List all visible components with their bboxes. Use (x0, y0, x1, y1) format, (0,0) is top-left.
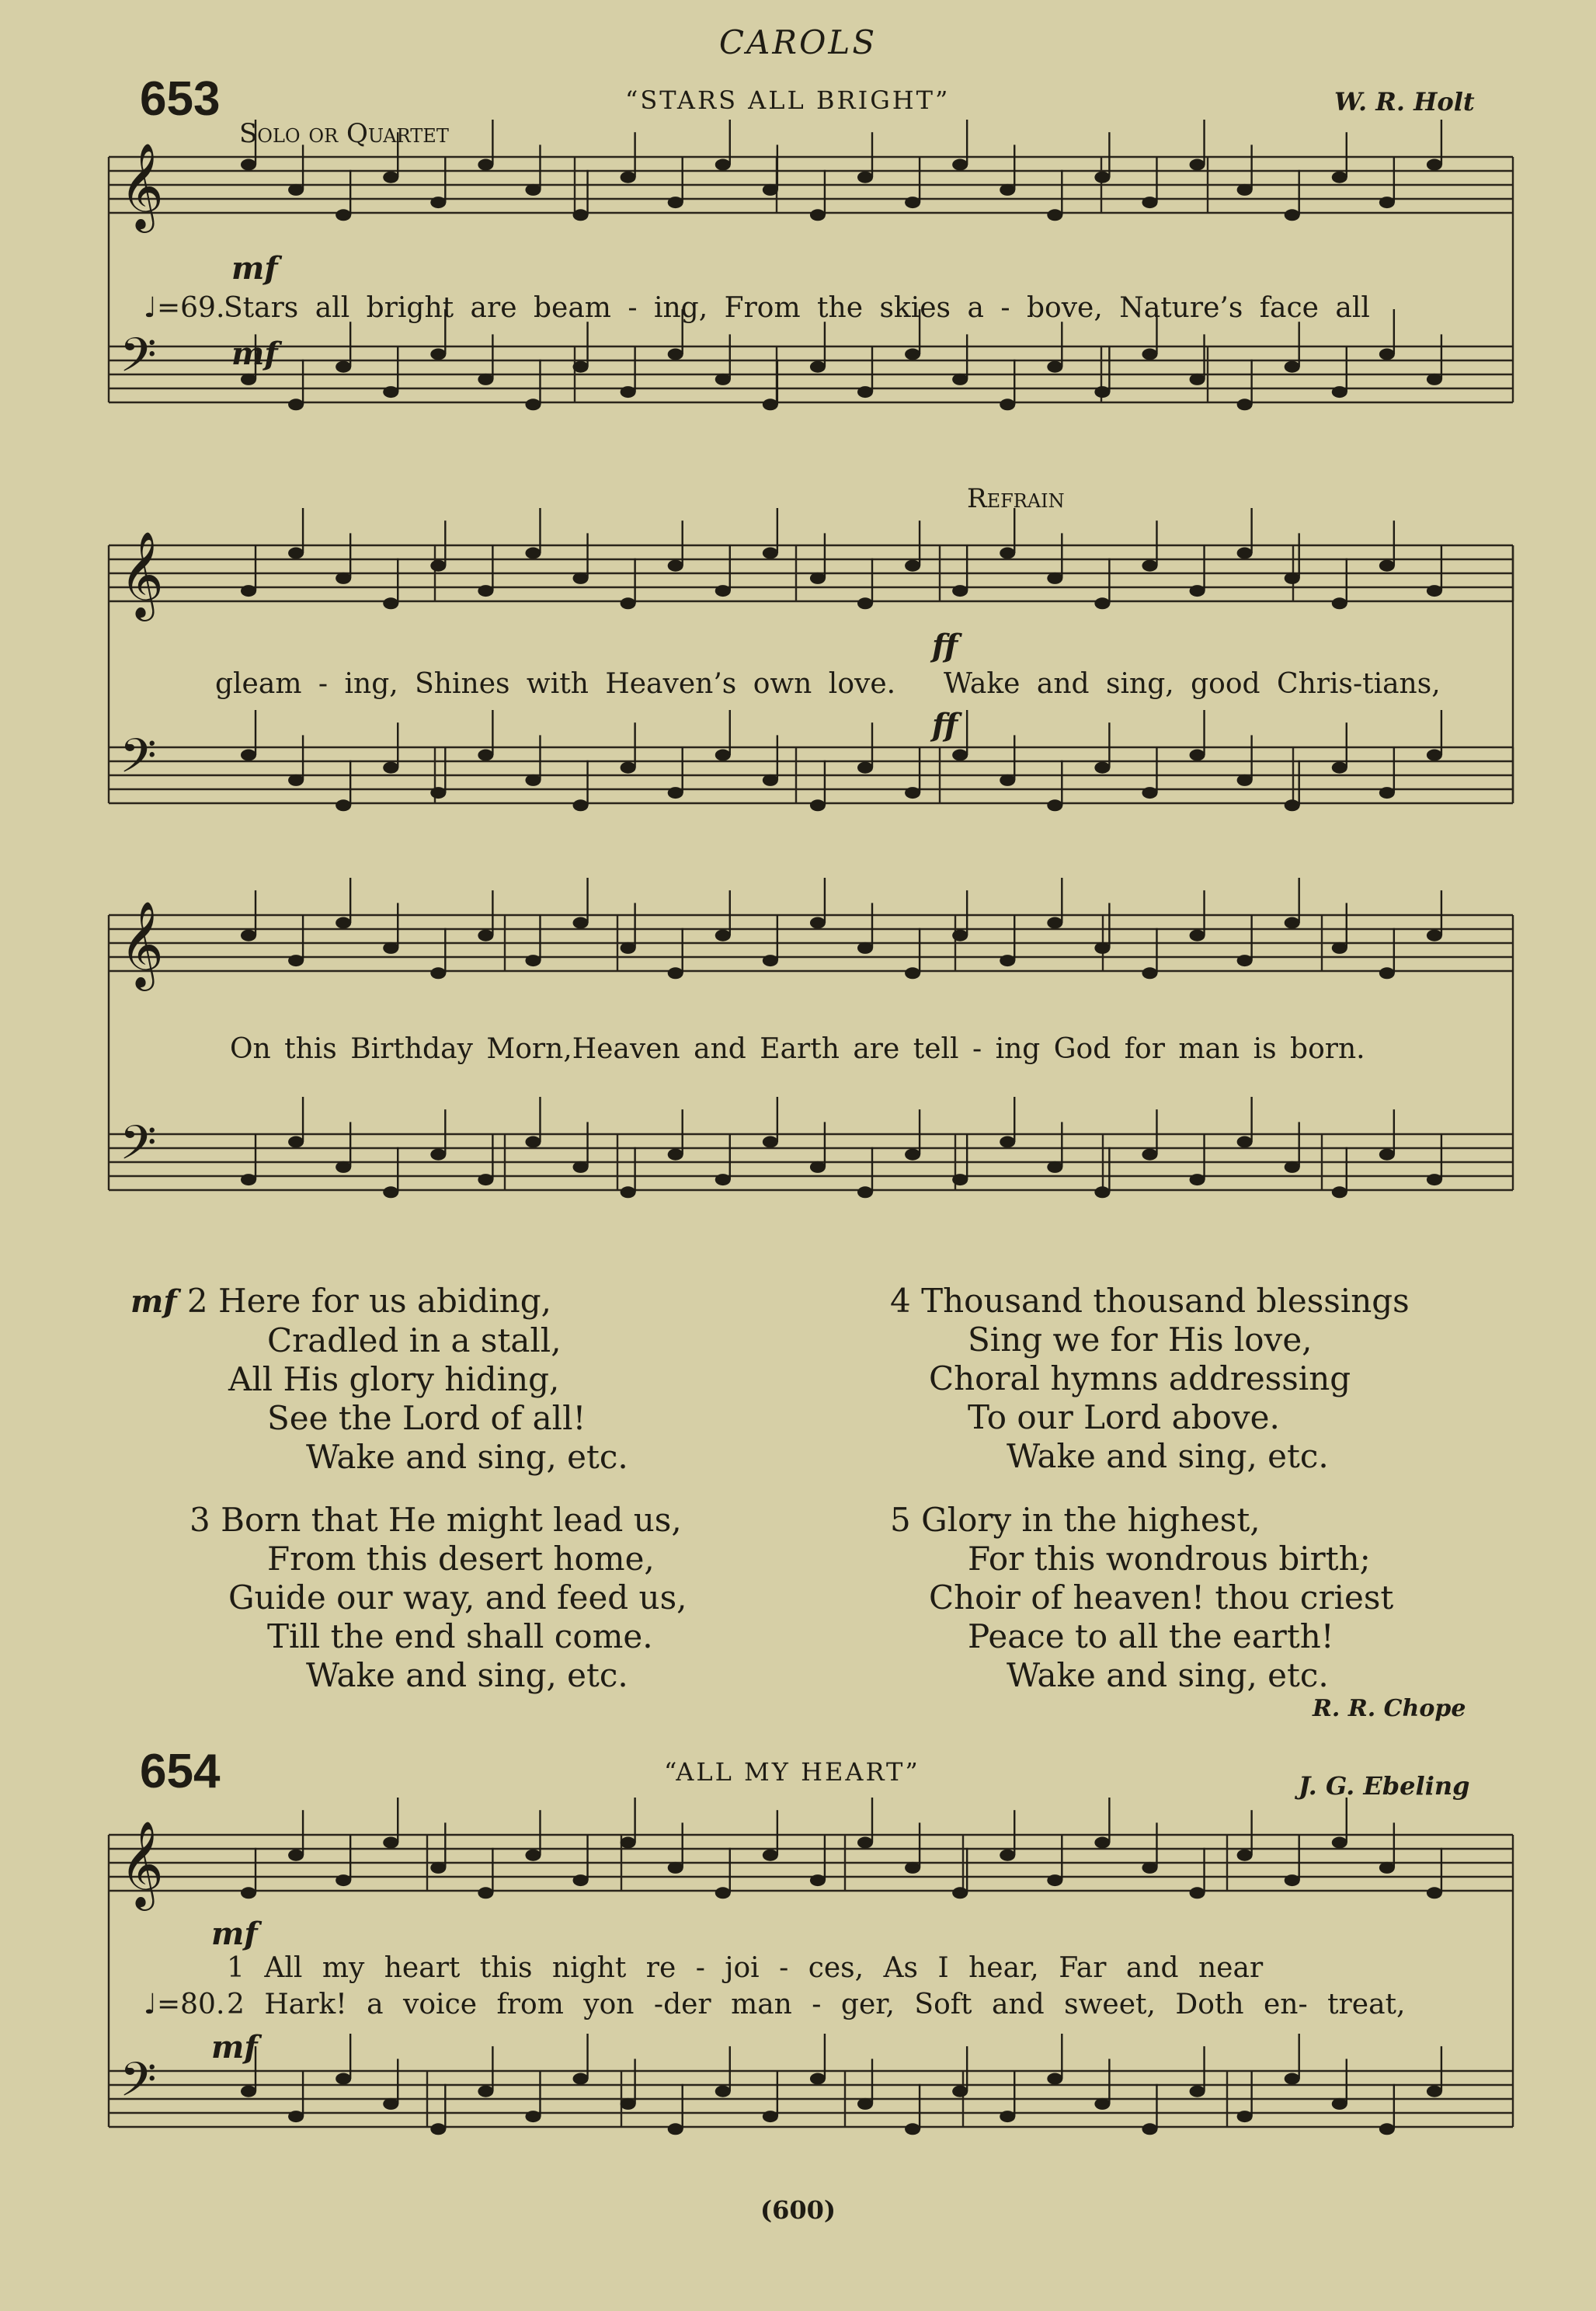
note-head (1379, 787, 1395, 799)
note-head (383, 762, 398, 774)
note-head (1237, 2111, 1253, 2122)
lyric-line-654-1: 1 All my heart this night re - joi - ces, As I hear, Far and near (227, 1952, 1264, 1984)
stanza-line: Thousand thousand blessings (921, 1282, 1410, 1320)
note-head (810, 1874, 826, 1886)
note-head (288, 1850, 304, 1861)
treble-clef: 𝄞 (120, 1820, 164, 1907)
note-head (1142, 349, 1157, 360)
note-head (905, 1862, 920, 1874)
stanza-5-number: 5 (890, 1501, 911, 1539)
note-head (1379, 967, 1395, 979)
note-head (525, 548, 541, 559)
stanza-3 (190, 1501, 687, 1695)
note-head (1285, 799, 1300, 811)
note-head (1190, 930, 1205, 941)
note-head (763, 548, 778, 559)
note-head (763, 1136, 778, 1148)
note-head (1285, 573, 1300, 584)
note-head (1094, 2098, 1110, 2110)
note-head (1047, 799, 1062, 811)
stanza-line: Wake and sing, etc. (1007, 1437, 1329, 1475)
stanza-line: Wake and sing, etc. (1007, 1656, 1329, 1694)
note-head (952, 930, 968, 941)
note-head (668, 967, 683, 979)
note-head (1000, 1136, 1015, 1148)
note-head (1190, 585, 1205, 597)
note-head (668, 2123, 683, 2135)
note-head (810, 1161, 826, 1173)
note-head (1047, 1161, 1062, 1173)
note-head (621, 1186, 636, 1198)
stanza-line: Till the end shall come. (267, 1617, 653, 1655)
note-head (288, 548, 304, 559)
note-head (1047, 573, 1062, 584)
note-head (1094, 386, 1110, 398)
note-head (1190, 159, 1205, 171)
note-head (1237, 955, 1253, 966)
note-head (1190, 750, 1205, 761)
dynamic-mf-treble-1: mf (231, 250, 278, 287)
note-head (1047, 917, 1062, 929)
note-head (1332, 172, 1347, 183)
hymn-653-number: 653 (140, 72, 221, 126)
note-head (668, 1149, 683, 1161)
note-head (1142, 787, 1157, 799)
note-head (905, 349, 920, 360)
note-head (1379, 1149, 1395, 1161)
stanza-5 (890, 1501, 1393, 1695)
note-head (1332, 1837, 1347, 1849)
note-head (1142, 1149, 1157, 1161)
note-head (905, 197, 920, 208)
note-head (763, 184, 778, 196)
note-head (383, 172, 398, 183)
note-head (857, 762, 873, 774)
note-head (1427, 930, 1442, 941)
note-head (336, 1161, 351, 1173)
stanza-line: Born that He might lead us, (221, 1501, 682, 1539)
note-head (1142, 967, 1157, 979)
note-head (621, 172, 636, 183)
note-head (1000, 2111, 1015, 2122)
note-head (573, 917, 589, 929)
note-head (1427, 1887, 1442, 1899)
note-head (715, 1174, 731, 1185)
bass-clef: 𝄢 (120, 729, 157, 795)
note-head (1285, 209, 1300, 221)
note-head (1427, 750, 1442, 761)
stanza-line: Glory in the highest, (921, 1501, 1260, 1539)
note-head (1379, 349, 1395, 360)
note-head (1332, 762, 1347, 774)
stanza-line: See the Lord of all! (267, 1399, 586, 1437)
lyric-line-653-2: gleam - ing, Shines with Heaven’s own love. (215, 668, 896, 700)
note-head (621, 762, 636, 774)
note-head (715, 374, 731, 385)
note-head (1142, 560, 1157, 572)
note-head (1237, 774, 1253, 786)
note-head (621, 2098, 636, 2110)
note-head (952, 159, 968, 171)
note-head (857, 2098, 873, 2110)
hymn-653-author: R. R. Chope (1313, 1695, 1466, 1722)
bass-clef: 𝄢 (120, 2052, 157, 2119)
note-head (1190, 374, 1205, 385)
hymn-653-title: “STARS ALL BRIGHT” (625, 85, 951, 115)
note-head (1094, 942, 1110, 954)
note-head (857, 1186, 873, 1198)
note-head (478, 1174, 493, 1185)
note-head (1427, 2086, 1442, 2097)
note-head (525, 1136, 541, 1148)
lyric-line-653-3: On this Birthday Morn,Heaven and Earth are tell - ing God for man is born. (230, 1033, 1365, 1065)
stanza-2-dynamic: mf (130, 1283, 177, 1320)
note-head (1094, 1186, 1110, 1198)
note-head (573, 1874, 589, 1886)
note-head (1047, 1874, 1062, 1886)
note-head (763, 2111, 778, 2122)
note-head (1237, 1850, 1253, 1861)
note-head (288, 184, 304, 196)
stanza-line: From this desert home, (267, 1540, 655, 1578)
note-head (383, 386, 398, 398)
note-head (525, 184, 541, 196)
note-head (241, 1174, 256, 1185)
note-head (1142, 1862, 1157, 1874)
note-head (905, 967, 920, 979)
page-number: (600) (760, 2195, 836, 2225)
note-head (857, 172, 873, 183)
note-head (336, 2073, 351, 2085)
note-head (1094, 762, 1110, 774)
note-head (241, 930, 256, 941)
note-head (1000, 1850, 1015, 1861)
note-head (478, 159, 493, 171)
note-head (810, 917, 826, 929)
note-head (810, 2073, 826, 2085)
note-head (1332, 597, 1347, 609)
note-head (478, 750, 493, 761)
note-head (1427, 585, 1442, 597)
note-head (1427, 159, 1442, 171)
hymn-654-number: 654 (140, 1745, 221, 1798)
note-head (763, 1850, 778, 1861)
treble-clef: 𝄞 (120, 531, 164, 618)
note-head (1047, 2073, 1062, 2085)
note-head (715, 159, 731, 171)
note-head (573, 2073, 589, 2085)
dynamic-ff-bass: ff (932, 707, 958, 743)
note-head (478, 930, 493, 941)
note-head (336, 799, 351, 811)
note-head (288, 2111, 304, 2122)
note-head (573, 209, 589, 221)
stanza-line: To our Lord above. (968, 1398, 1280, 1436)
note-head (1190, 1174, 1205, 1185)
note-head (1427, 374, 1442, 385)
note-head (1379, 197, 1395, 208)
note-head (1000, 399, 1015, 410)
note-head (430, 967, 446, 979)
note-head (336, 917, 351, 929)
note-head (478, 374, 493, 385)
note-head (383, 1837, 398, 1849)
note-head (241, 585, 256, 597)
note-head (857, 942, 873, 954)
lyric-line-654-2: 2 Hark! a voice from yon -der man - ger, Soft and sweet, Doth en- treat, (227, 1989, 1406, 2020)
note-head (1047, 361, 1062, 373)
note-head (763, 955, 778, 966)
hymn-653-composer: W. R. Holt (1334, 87, 1475, 117)
note-head (1379, 560, 1395, 572)
note-head (430, 2123, 446, 2135)
bass-clef: 𝄢 (120, 1115, 157, 1182)
note-head (1237, 184, 1253, 196)
note-head (621, 1837, 636, 1849)
note-head (573, 799, 589, 811)
note-head (715, 585, 731, 597)
stanza-line: Choir of heaven! thou criest (929, 1578, 1394, 1617)
stanza-3-number: 3 (190, 1501, 210, 1539)
note-head (1285, 1874, 1300, 1886)
note-head (1379, 2123, 1395, 2135)
performance-direction: Solo or Quartet (239, 118, 449, 149)
note-head (621, 942, 636, 954)
note-head (668, 1862, 683, 1874)
note-head (573, 361, 589, 373)
stanza-line: Cradled in a stall, (267, 1321, 562, 1359)
note-head (1190, 1887, 1205, 1899)
note-head (1094, 172, 1110, 183)
note-head (715, 2086, 731, 2097)
note-head (336, 209, 351, 221)
note-head (241, 374, 256, 385)
note-head (952, 2086, 968, 2097)
note-head (430, 1149, 446, 1161)
note-head (1285, 361, 1300, 373)
note-head (288, 1136, 304, 1148)
note-head (810, 209, 826, 221)
note-head (905, 560, 920, 572)
note-head (1094, 1837, 1110, 1849)
dynamic-ff-treble: ff (932, 628, 958, 664)
note-head (1190, 2086, 1205, 2097)
stanza-line: For this wondrous birth; (968, 1540, 1371, 1578)
note-head (952, 1887, 968, 1899)
note-head (952, 585, 968, 597)
note-head (525, 399, 541, 410)
note-head (715, 1887, 731, 1899)
note-head (857, 597, 873, 609)
note-head (715, 750, 731, 761)
note-head (525, 1850, 541, 1861)
note-head (1332, 942, 1347, 954)
treble-clef: 𝄞 (120, 900, 164, 987)
treble-clef: 𝄞 (120, 142, 164, 229)
note-head (241, 1887, 256, 1899)
note-head (1332, 1186, 1347, 1198)
note-head (525, 955, 541, 966)
note-head (1000, 774, 1015, 786)
note-head (952, 374, 968, 385)
dynamic-mf-654-treble: mf (211, 1916, 258, 1952)
note-head (1142, 197, 1157, 208)
note-head (810, 361, 826, 373)
note-head (810, 573, 826, 584)
note-head (715, 930, 731, 941)
running-head: CAROLS (718, 23, 878, 61)
staff-lines (109, 157, 1513, 2127)
note-head (668, 349, 683, 360)
note-head (288, 399, 304, 410)
stanza-2 (130, 1282, 628, 1477)
note-head (383, 597, 398, 609)
note-head (430, 787, 446, 799)
note-head (1142, 2123, 1157, 2135)
note-head (763, 774, 778, 786)
note-heads (241, 120, 1442, 2135)
note-head (241, 2086, 256, 2097)
stanza-4 (890, 1282, 1410, 1476)
stanza-line: Peace to all the earth! (968, 1617, 1334, 1655)
note-head (1332, 386, 1347, 398)
stanza-line: Here for us abiding, (217, 1282, 551, 1320)
dynamic-mf-654-bass: mf (211, 2029, 258, 2066)
note-head (1094, 597, 1110, 609)
note-head (478, 1887, 493, 1899)
note-head (1000, 184, 1015, 196)
bass-clef: 𝄢 (120, 328, 157, 395)
note-head (241, 750, 256, 761)
note-head (336, 1874, 351, 1886)
note-head (1237, 1136, 1253, 1148)
note-head (573, 1161, 589, 1173)
note-head (1047, 209, 1062, 221)
note-head (1285, 917, 1300, 929)
note-head (383, 2098, 398, 2110)
note-head (336, 573, 351, 584)
stanza-line: Wake and sing, etc. (306, 1656, 628, 1694)
tempo-mark-654: ♩=80. (144, 1989, 225, 2020)
dynamic-mf-bass-1: mf (231, 336, 278, 372)
lyric-line-653-1: Stars all bright are beam - ing, From the skies a - bove, Nature’s face all (224, 292, 1370, 324)
clef-glyphs (120, 142, 164, 2119)
note-head (1000, 548, 1015, 559)
stanza-line: Guide our way, and feed us, (228, 1578, 687, 1617)
hymn-654-title: “ALL MY HEART” (664, 1757, 920, 1787)
note-head (1285, 1161, 1300, 1173)
stanza-line: All His glory hiding, (228, 1360, 560, 1398)
note-head (288, 774, 304, 786)
note-head (763, 399, 778, 410)
stanza-2-number: 2 (186, 1282, 208, 1320)
note-head (1285, 2073, 1300, 2085)
hymn-654-composer: J. G. Ebeling (1299, 1771, 1470, 1801)
note-head (1237, 399, 1253, 410)
note-head (288, 955, 304, 966)
note-head (810, 799, 826, 811)
stanza-4-number: 4 (890, 1282, 911, 1320)
note-head (905, 787, 920, 799)
note-head (621, 597, 636, 609)
note-head (1332, 2098, 1347, 2110)
note-head (668, 560, 683, 572)
note-head (621, 386, 636, 398)
note-head (905, 1149, 920, 1161)
note-head (478, 585, 493, 597)
note-head (241, 159, 256, 171)
note-head (336, 361, 351, 373)
stanza-line: Sing we for His love, (968, 1321, 1313, 1359)
note-head (430, 560, 446, 572)
note-head (1000, 955, 1015, 966)
note-head (1427, 1174, 1442, 1185)
tempo-mark-653: ♩=69. (144, 292, 225, 324)
note-head (478, 2086, 493, 2097)
note-head (905, 2123, 920, 2135)
note-head (430, 197, 446, 208)
note-head (857, 386, 873, 398)
note-head (430, 349, 446, 360)
note-head (383, 1186, 398, 1198)
note-head (383, 942, 398, 954)
stanza-line: Wake and sing, etc. (306, 1438, 628, 1476)
note-head (1379, 1862, 1395, 1874)
note-head (573, 573, 589, 584)
refrain-label: Refrain (967, 483, 1065, 514)
lyric-line-653-refrain: Wake and sing, good Chris-tians, (944, 668, 1441, 700)
stanza-line: Choral hymns addressing (929, 1359, 1351, 1397)
note-head (525, 2111, 541, 2122)
note-head (668, 787, 683, 799)
note-head (952, 750, 968, 761)
note-head (668, 197, 683, 208)
note-head (1237, 548, 1253, 559)
note-head (430, 1862, 446, 1874)
note-head (952, 1174, 968, 1185)
note-head (857, 1837, 873, 1849)
note-head (525, 774, 541, 786)
